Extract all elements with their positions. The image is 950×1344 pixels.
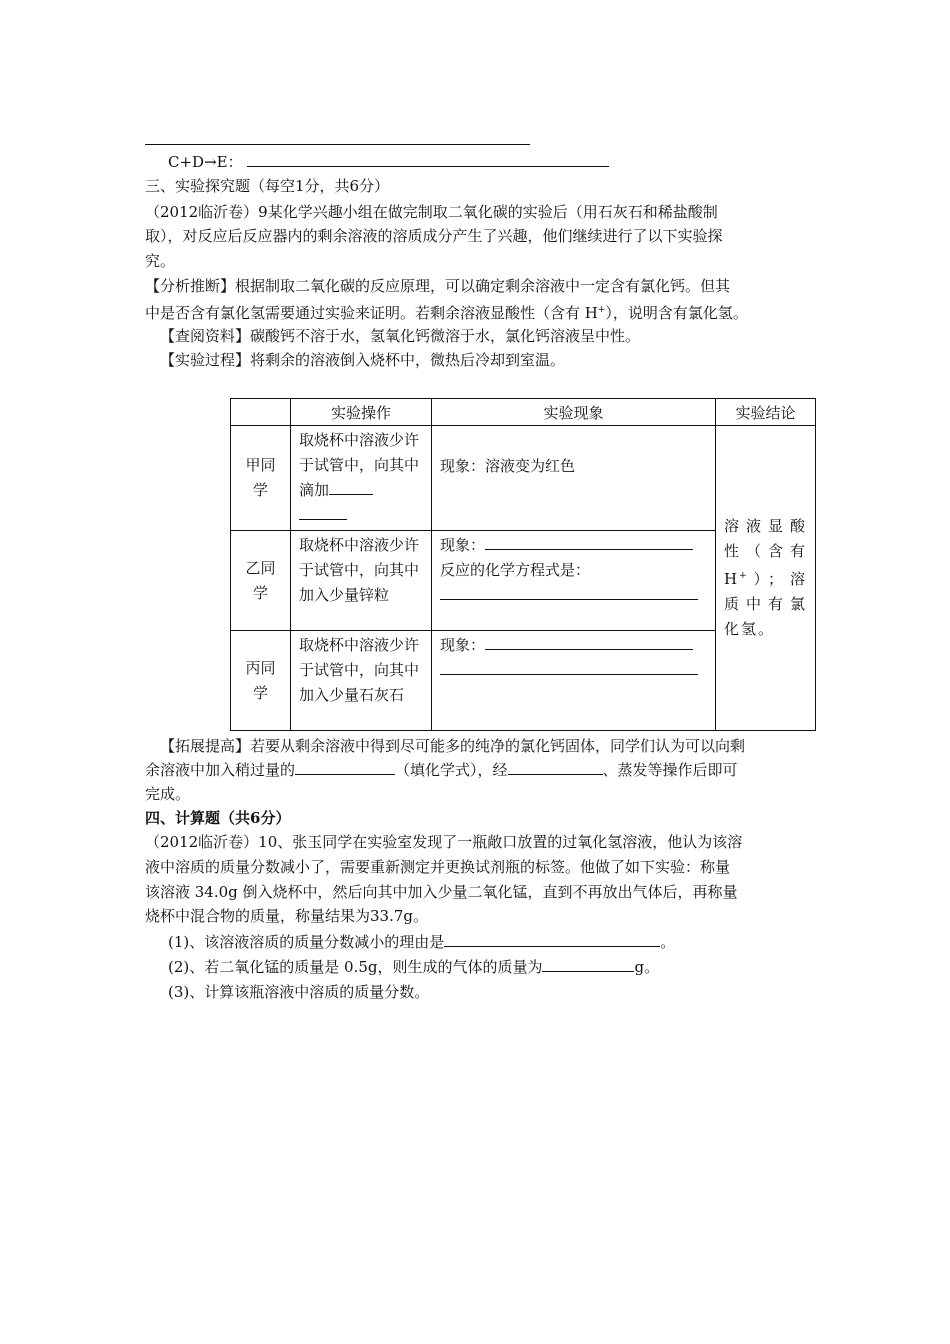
info-line: 【查阅资料】碳酸钙不溶于水，氢氧化钙微溶于水，氯化钙溶液呈中性。 <box>160 327 641 345</box>
phenomenon-label: 现象： <box>440 636 486 654</box>
phenomenon-cell <box>432 531 716 631</box>
equation-label: 反应的化学方程式是： <box>440 561 591 579</box>
cd-label: C+D→E： <box>168 153 243 171</box>
student-cell: 丙同学 <box>231 631 291 731</box>
q10-text-line: 液中溶质的质量分数减小了，需要重新测定并更换试剂瓶的标签。他做了如下实验：称量 <box>145 858 731 876</box>
extend-text: （填化学式），经 <box>395 761 508 779</box>
process-line: 【实验过程】将剩余的溶液倒入烧杯中，微热后冷却到室温。 <box>160 351 566 369</box>
analysis-text: ），说明含有氯化氢。 <box>605 304 748 322</box>
sub-question-2 <box>168 955 833 979</box>
phenomenon-label: 现象： <box>440 536 486 554</box>
sub-question-1 <box>168 930 833 954</box>
sub-question-text: (2)、若二氧化锰的质量是 0.5g，则生成的气体的质量为 <box>168 958 543 976</box>
answer-blank <box>329 479 373 495</box>
answer-blank <box>485 634 693 650</box>
sub-question-text: (1)、该溶液溶质的质量分数减小的理由是 <box>168 933 445 951</box>
superscript: + <box>739 571 749 581</box>
analysis-line: 【分析推断】根据制取二氧化碳的反应原理，可以确定剩余溶液中一定含有氯化钙。但其 <box>145 277 731 295</box>
section3-heading: 三、实验探究题（每空1分，共6分） <box>145 177 390 195</box>
cd-equation-line <box>168 150 833 174</box>
extend-text: 、蒸发等操作后即可 <box>602 761 738 779</box>
operation-text: 取烧杯中溶液少许于试管中，向其中滴加 <box>299 431 420 499</box>
answer-blank <box>247 151 609 167</box>
operation-cell: 取烧杯中溶液少许于试管中，向其中加入少量锌粒 <box>291 531 432 631</box>
answer-blank <box>440 584 698 600</box>
experiment-table <box>230 398 816 731</box>
conclusion-text: ）；溶质中有氯化氢。 <box>724 570 807 638</box>
table-header-cell <box>231 399 291 426</box>
conclusion-cell <box>716 426 816 731</box>
extend-text: 余溶液中加入稍过量的 <box>145 761 296 779</box>
answer-blank <box>295 759 395 775</box>
table-header-cell: 实验结论 <box>716 399 816 426</box>
q10-text-line: （2012临沂卷）10、张玉同学在实验室发现了一瓶敞口放置的过氧化氢溶液，他认为该溶 <box>145 833 743 851</box>
sub-question-text: 。 <box>660 933 676 951</box>
q10-text-line: 该溶液 34.0g 倒入烧杯中，然后向其中加入少量二氧化锰，直到不再放出气体后，再称量 <box>145 883 738 901</box>
table-row <box>231 426 816 531</box>
student-cell: 乙同学 <box>231 531 291 631</box>
extend-line: 完成。 <box>145 785 191 803</box>
operation-cell: 取烧杯中溶液少许于试管中，向其中加入少量石灰石 <box>291 631 432 731</box>
conclusion-text: 溶液显酸性（含有 H <box>724 517 807 588</box>
analysis-line <box>145 298 810 325</box>
answer-blank <box>542 956 634 972</box>
sub-question-3: (3)、计算该瓶溶液中溶质的质量分数。 <box>168 983 430 1001</box>
student-cell: 甲同学 <box>231 426 291 531</box>
answer-blank-line <box>145 144 530 145</box>
table-header-cell: 实验现象 <box>432 399 716 426</box>
q9-text-line: 取），对反应后反应器内的剩余溶液的溶质成分产生了兴趣，他们继续进行了以下实验探 <box>145 227 723 245</box>
answer-blank <box>440 659 698 675</box>
table-header-cell: 实验操作 <box>291 399 432 426</box>
table-header-row <box>231 399 816 426</box>
q9-text-line: （2012临沂卷）9某化学兴趣小组在做完制取二氧化碳的实验后（用石灰石和稀盐酸制 <box>145 203 718 221</box>
operation-cell <box>291 426 432 531</box>
analysis-text: 中是否含有氯化氢需要通过实验来证明。若剩余溶液显酸性（含有 H <box>145 304 598 322</box>
extend-line <box>145 758 810 782</box>
phenomenon-cell: 现象：溶液变为红色 <box>432 426 716 531</box>
section4-heading: 四、计算题（共6分） <box>145 809 291 827</box>
answer-blank <box>299 504 347 520</box>
answer-blank <box>444 931 660 947</box>
q9-text-line: 究。 <box>145 252 176 270</box>
q10-text-line: 烧杯中混合物的质量，称量结果为33.7g。 <box>145 907 429 925</box>
superscript: + <box>597 305 606 315</box>
extend-line: 【拓展提高】若要从剩余溶液中得到尽可能多的纯净的氯化钙固体，同学们认为可以向剩 <box>160 737 746 755</box>
answer-blank <box>508 759 603 775</box>
answer-blank <box>485 534 693 550</box>
sub-question-text: g。 <box>634 958 660 976</box>
phenomenon-cell <box>432 631 716 731</box>
